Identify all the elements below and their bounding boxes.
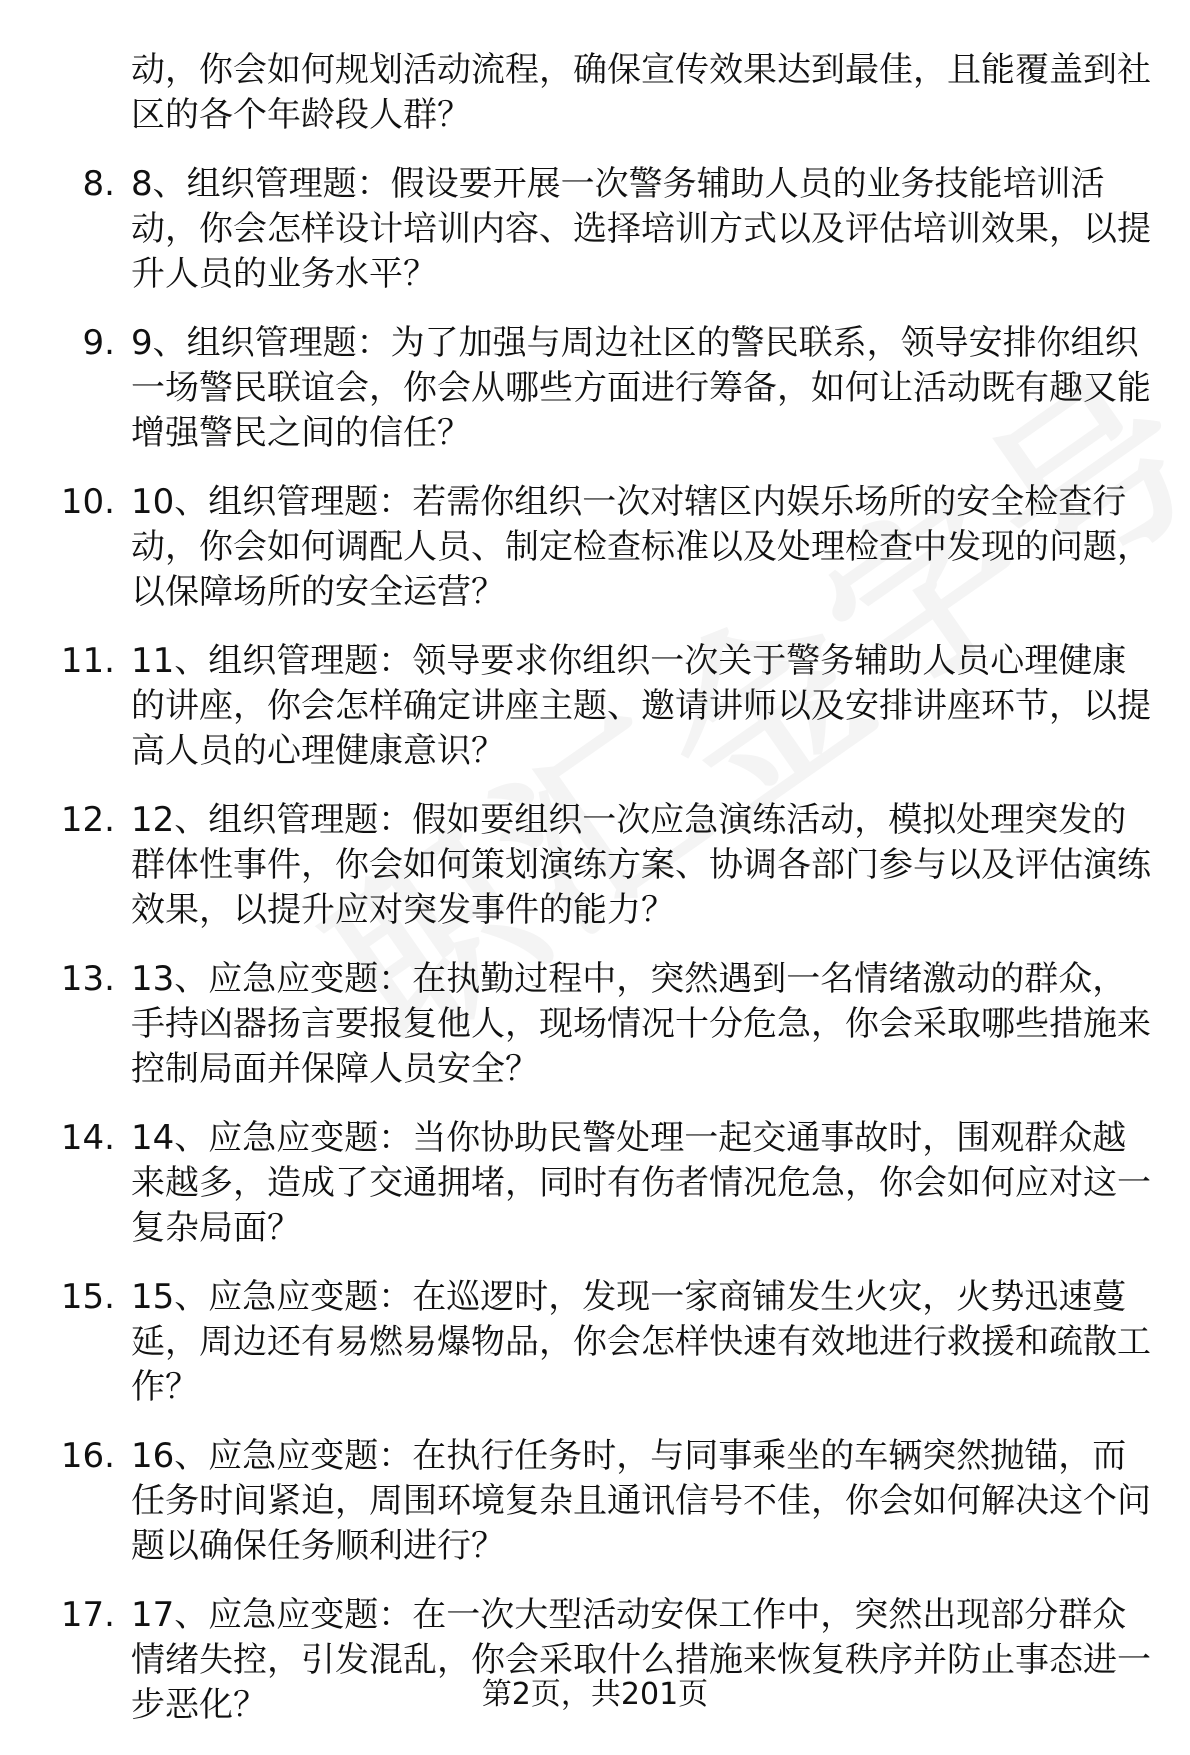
list-item-text: 11、组织管理题：领导要求你组织一次关于警务辅助人员心理健康的讲座，你会怎样确定讲座主题、邀请讲师以及安排讲座环节，以提高人员的心理健康意识？ xyxy=(131,641,1151,771)
list-item xyxy=(0,321,1190,456)
list-item-text: 10、组织管理题：若需你组织一次对辖区内娱乐场所的安全检查行动，你会如何调配人员、制定检查标准以及处理检查中发现的问题，以保障场所的安全运营？ xyxy=(131,482,1151,612)
list-item-number: 10. xyxy=(60,482,115,522)
list-item-text: 9、组织管理题：为了加强与周边社区的警民联系，领导安排你组织一场警民联谊会，你会从哪些方面进行筹备，如何让活动既有趣又能增强警民之间的信任？ xyxy=(131,323,1151,453)
list-item xyxy=(0,1434,1190,1569)
list-item-number: 17. xyxy=(60,1595,115,1635)
list-item-number: 11. xyxy=(60,641,115,681)
list-item-text: 14、应急应变题：当你协助民警处理一起交通事故时，围观群众越来越多，造成了交通拥堵，同时有伤者情况危急，你会如何应对这一复杂局面？ xyxy=(131,1118,1151,1248)
list-item xyxy=(0,1116,1190,1251)
list-item xyxy=(0,798,1190,933)
list-item-text: 15、应急应变题：在巡逻时，发现一家商铺发生火灾，火势迅速蔓延，周边还有易燃易爆物品，你会怎样快速有效地进行救援和疏散工作？ xyxy=(131,1277,1151,1407)
list-item-number: 8. xyxy=(82,164,115,204)
list-item-number: 9. xyxy=(82,323,115,363)
list-item-number: 16. xyxy=(60,1436,115,1476)
page-number-footer: 第2页，共201页 xyxy=(481,1677,709,1712)
list-item xyxy=(0,639,1190,774)
list-item xyxy=(0,162,1190,297)
list-item-text: 13、应急应变题：在执勤过程中，突然遇到一名情绪激动的群众，手持凶器扬言要报复他人，现场情况十分危急，你会采取哪些措施来控制局面并保障人员安全？ xyxy=(131,959,1151,1089)
list-item-number: 12. xyxy=(60,800,115,840)
list-item xyxy=(0,480,1190,615)
list-item-text: 16、应急应变题：在执行任务时，与同事乘坐的车辆突然抛锚，而任务时间紧迫，周围环境复杂且通讯信号不佳，你会如何解决这个问题以确保任务顺利进行？ xyxy=(131,1436,1151,1566)
list-item xyxy=(0,957,1190,1092)
list-item-number: 13. xyxy=(60,959,115,999)
list-item-text: 12、组织管理题：假如要组织一次应急演练活动，模拟处理突发的群体性事件，你会如何策划演练方案、协调各部门参与以及评估演练效果，以提升应对突发事件的能力？ xyxy=(131,800,1151,930)
list-item-text: 8、组织管理题：假设要开展一次警务辅助人员的业务技能培训活动，你会怎样设计培训内容、选择培训方式以及评估培训效果，以提升人员的业务水平？ xyxy=(131,164,1151,294)
list-item-text: 17、应急应变题：在一次大型活动安保工作中，突然出现部分群众情绪失控，引发混乱，你会采取什么措施来恢复秩序并防止事态进一步恶化？ xyxy=(131,1595,1151,1725)
list-item-number: 15. xyxy=(60,1277,115,1317)
list-item-number: 14. xyxy=(60,1118,115,1158)
continued-question-text: 动，你会如何规划活动流程，确保宣传效果达到最佳，且能覆盖到社区的各个年龄段人群？ xyxy=(131,50,1151,135)
question-list xyxy=(0,48,1190,1752)
list-item xyxy=(0,1275,1190,1410)
